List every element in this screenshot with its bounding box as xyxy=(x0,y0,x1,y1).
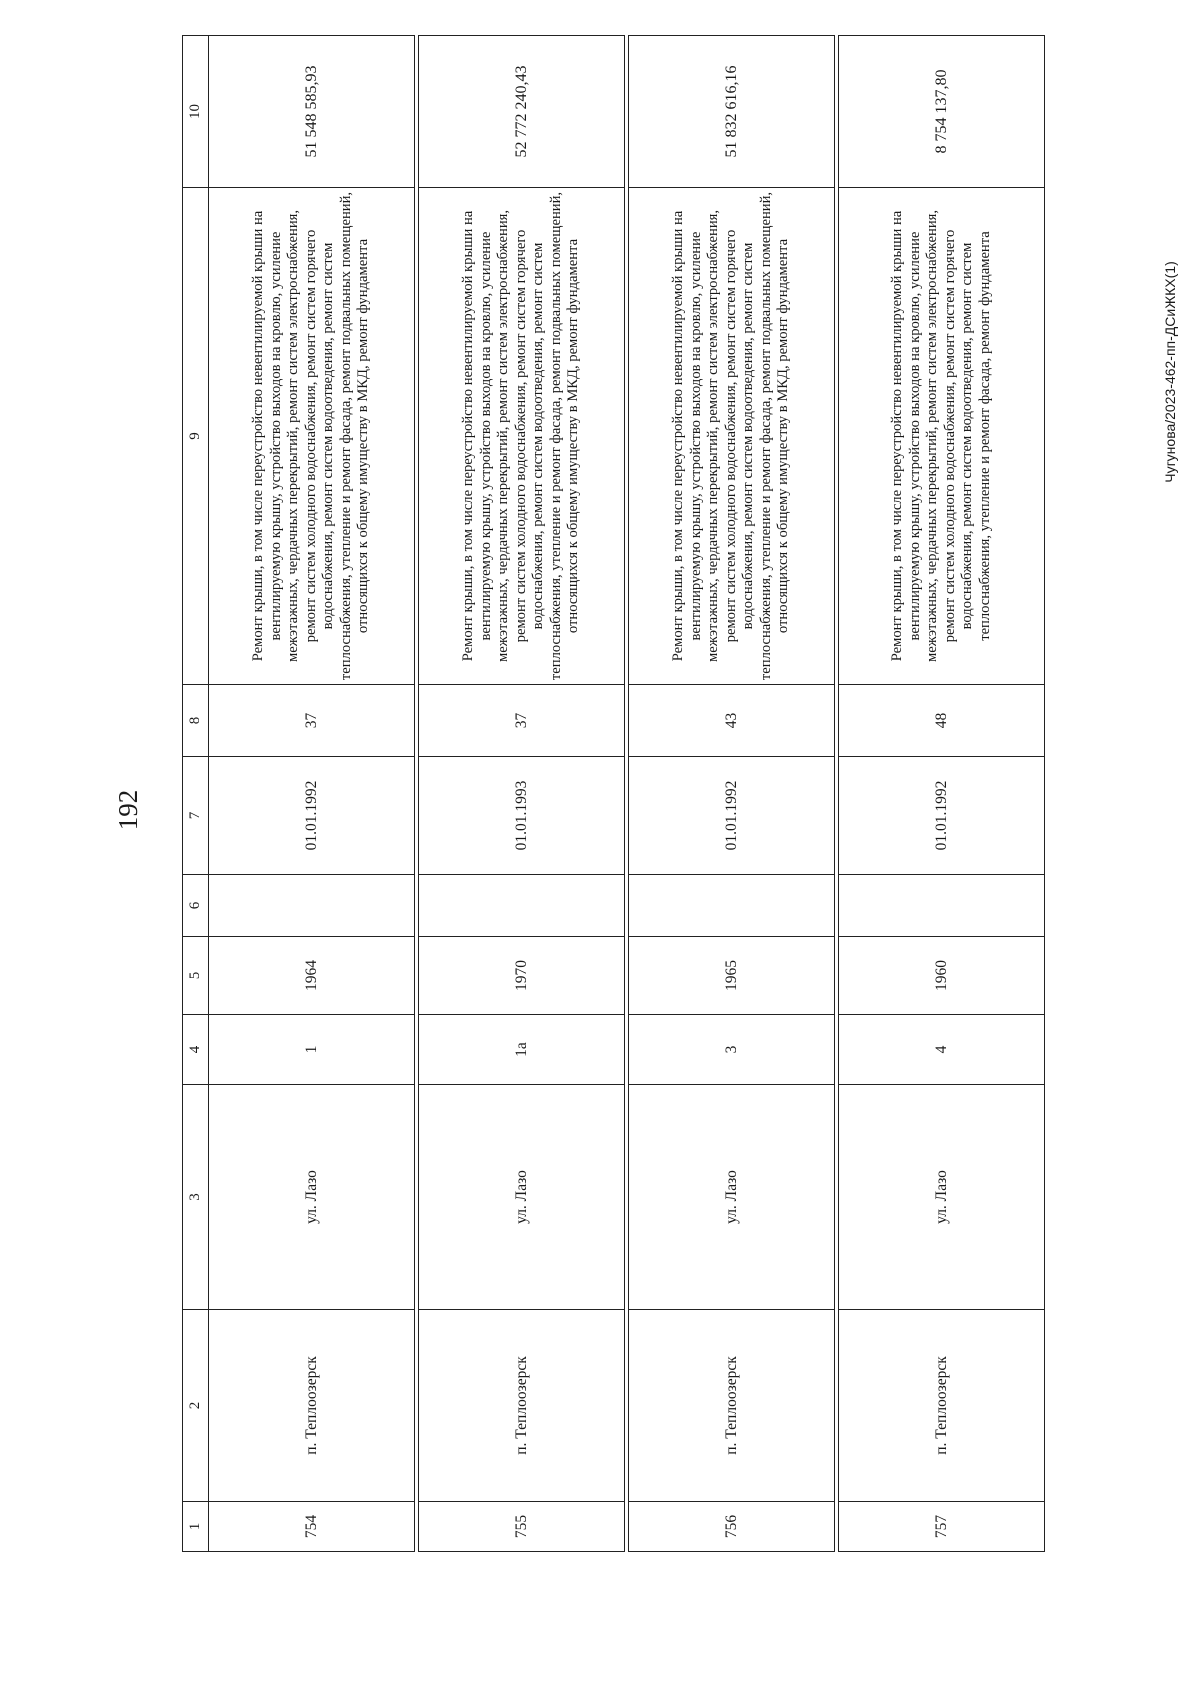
cost-cell: 8 754 137,80 xyxy=(839,36,1045,188)
column-number: 2 xyxy=(183,1310,209,1502)
apartments-cell: 48 xyxy=(839,685,1045,757)
works-cell: Ремонт крыши, в том числе переустройство невентилируемой крыши на вентилируемую крышу, устройство выходов на кровлю, усиление межэтажных, чердачных перекрытий, ремонт систем электроснабжения, ремонт систем холодного водоснабжения, ремонт систем горячего водоснабжения, ремонт систем водоотведения, ремонт систем теплоснабжения, утепление и ремонт фасада, ремонт фундамента xyxy=(839,188,1045,685)
column-number: 3 xyxy=(183,1085,209,1310)
house-cell: 1а xyxy=(419,1015,625,1085)
date-cell: 01.01.1992 xyxy=(209,757,415,875)
settlement-cell: п. Теплоозерск xyxy=(839,1310,1045,1502)
works-cell: Ремонт крыши, в том числе переустройство невентилируемой крыши на вентилируемую крышу, устройство выходов на кровлю, усиление межэтажных, чердачных перекрытий, ремонт систем электроснабжения, ремонт систем холодного водоснабжения, ремонт систем горячего водоснабжения, ремонт систем водоотведения, ремонт систем теплоснабжения, утепление и ремонт фасада, ремонт подвальных помещений, относящихся к общему имуществу в МКД, ремонт фундамента xyxy=(419,188,625,685)
apartments-cell: 43 xyxy=(629,685,835,757)
settlement-cell: п. Теплоозерск xyxy=(419,1310,625,1502)
column-number: 4 xyxy=(183,1015,209,1085)
row-number: 754 xyxy=(209,1502,415,1552)
house-cell: 4 xyxy=(839,1015,1045,1085)
capital-repair-table xyxy=(182,35,1045,1552)
column-number: 1 xyxy=(183,1502,209,1552)
column-number: 5 xyxy=(183,937,209,1015)
year-built-cell: 1970 xyxy=(419,937,625,1015)
year-built-cell: 1964 xyxy=(209,937,415,1015)
column6-cell xyxy=(629,875,835,937)
apartments-cell: 37 xyxy=(209,685,415,757)
year-built-cell: 1960 xyxy=(839,937,1045,1015)
rotated-table-container xyxy=(182,36,1034,1552)
cost-cell: 52 772 240,43 xyxy=(419,36,625,188)
cost-cell: 51 548 585,93 xyxy=(209,36,415,188)
street-cell: ул. Лазо xyxy=(419,1085,625,1310)
landscape-page xyxy=(182,36,1034,1552)
column-number: 6 xyxy=(183,875,209,937)
apartments-cell: 37 xyxy=(419,685,625,757)
column6-cell xyxy=(839,875,1045,937)
works-cell: Ремонт крыши, в том числе переустройство невентилируемой крыши на вентилируемую крышу, устройство выходов на кровлю, усиление межэтажных, чердачных перекрытий, ремонт систем электроснабжения, ремонт систем холодного водоснабжения, ремонт систем горячего водоснабжения, ремонт систем водоотведения, ремонт систем теплоснабжения, утепление и ремонт фасада, ремонт подвальных помещений, относящихся к общему имуществу в МКД, ремонт фундамента xyxy=(629,188,835,685)
row-number: 755 xyxy=(419,1502,625,1552)
row-number: 757 xyxy=(839,1502,1045,1552)
table-row xyxy=(839,36,1045,1552)
date-cell: 01.01.1993 xyxy=(419,757,625,875)
column-number-row xyxy=(183,36,209,1552)
year-built-cell: 1965 xyxy=(629,937,835,1015)
column6-cell xyxy=(419,875,625,937)
column-number: 8 xyxy=(183,685,209,757)
street-cell: ул. Лазо xyxy=(209,1085,415,1310)
table-row xyxy=(419,36,625,1552)
column-number: 10 xyxy=(183,36,209,188)
works-cell: Ремонт крыши, в том числе переустройство невентилируемой крыши на вентилируемую крышу, устройство выходов на кровлю, усиление межэтажных, чердачных перекрытий, ремонт систем электроснабжения, ремонт систем холодного водоснабжения, ремонт систем горячего водоснабжения, ремонт систем водоотведения, ремонт систем теплоснабжения, утепление и ремонт фасада, ремонт подвальных помещений, относящихся к общему имуществу в МКД, ремонт фундамента xyxy=(209,188,415,685)
row-number: 756 xyxy=(629,1502,835,1552)
column-number: 7 xyxy=(183,757,209,875)
page-number: 192 xyxy=(112,789,143,831)
column-number: 9 xyxy=(183,188,209,685)
house-cell: 1 xyxy=(209,1015,415,1085)
date-cell: 01.01.1992 xyxy=(629,757,835,875)
table-row xyxy=(629,36,835,1552)
settlement-cell: п. Теплоозерск xyxy=(209,1310,415,1502)
street-cell: ул. Лазо xyxy=(839,1085,1045,1310)
date-cell: 01.01.1992 xyxy=(839,757,1045,875)
house-cell: 3 xyxy=(629,1015,835,1085)
settlement-cell: п. Теплоозерск xyxy=(629,1310,835,1502)
column6-cell xyxy=(209,875,415,937)
street-cell: ул. Лазо xyxy=(629,1085,835,1310)
cost-cell: 51 832 616,16 xyxy=(629,36,835,188)
table-row xyxy=(209,36,415,1552)
document-id: Чугунова/2023-462-пп-ДСиЖКХ(1) xyxy=(1162,261,1178,483)
